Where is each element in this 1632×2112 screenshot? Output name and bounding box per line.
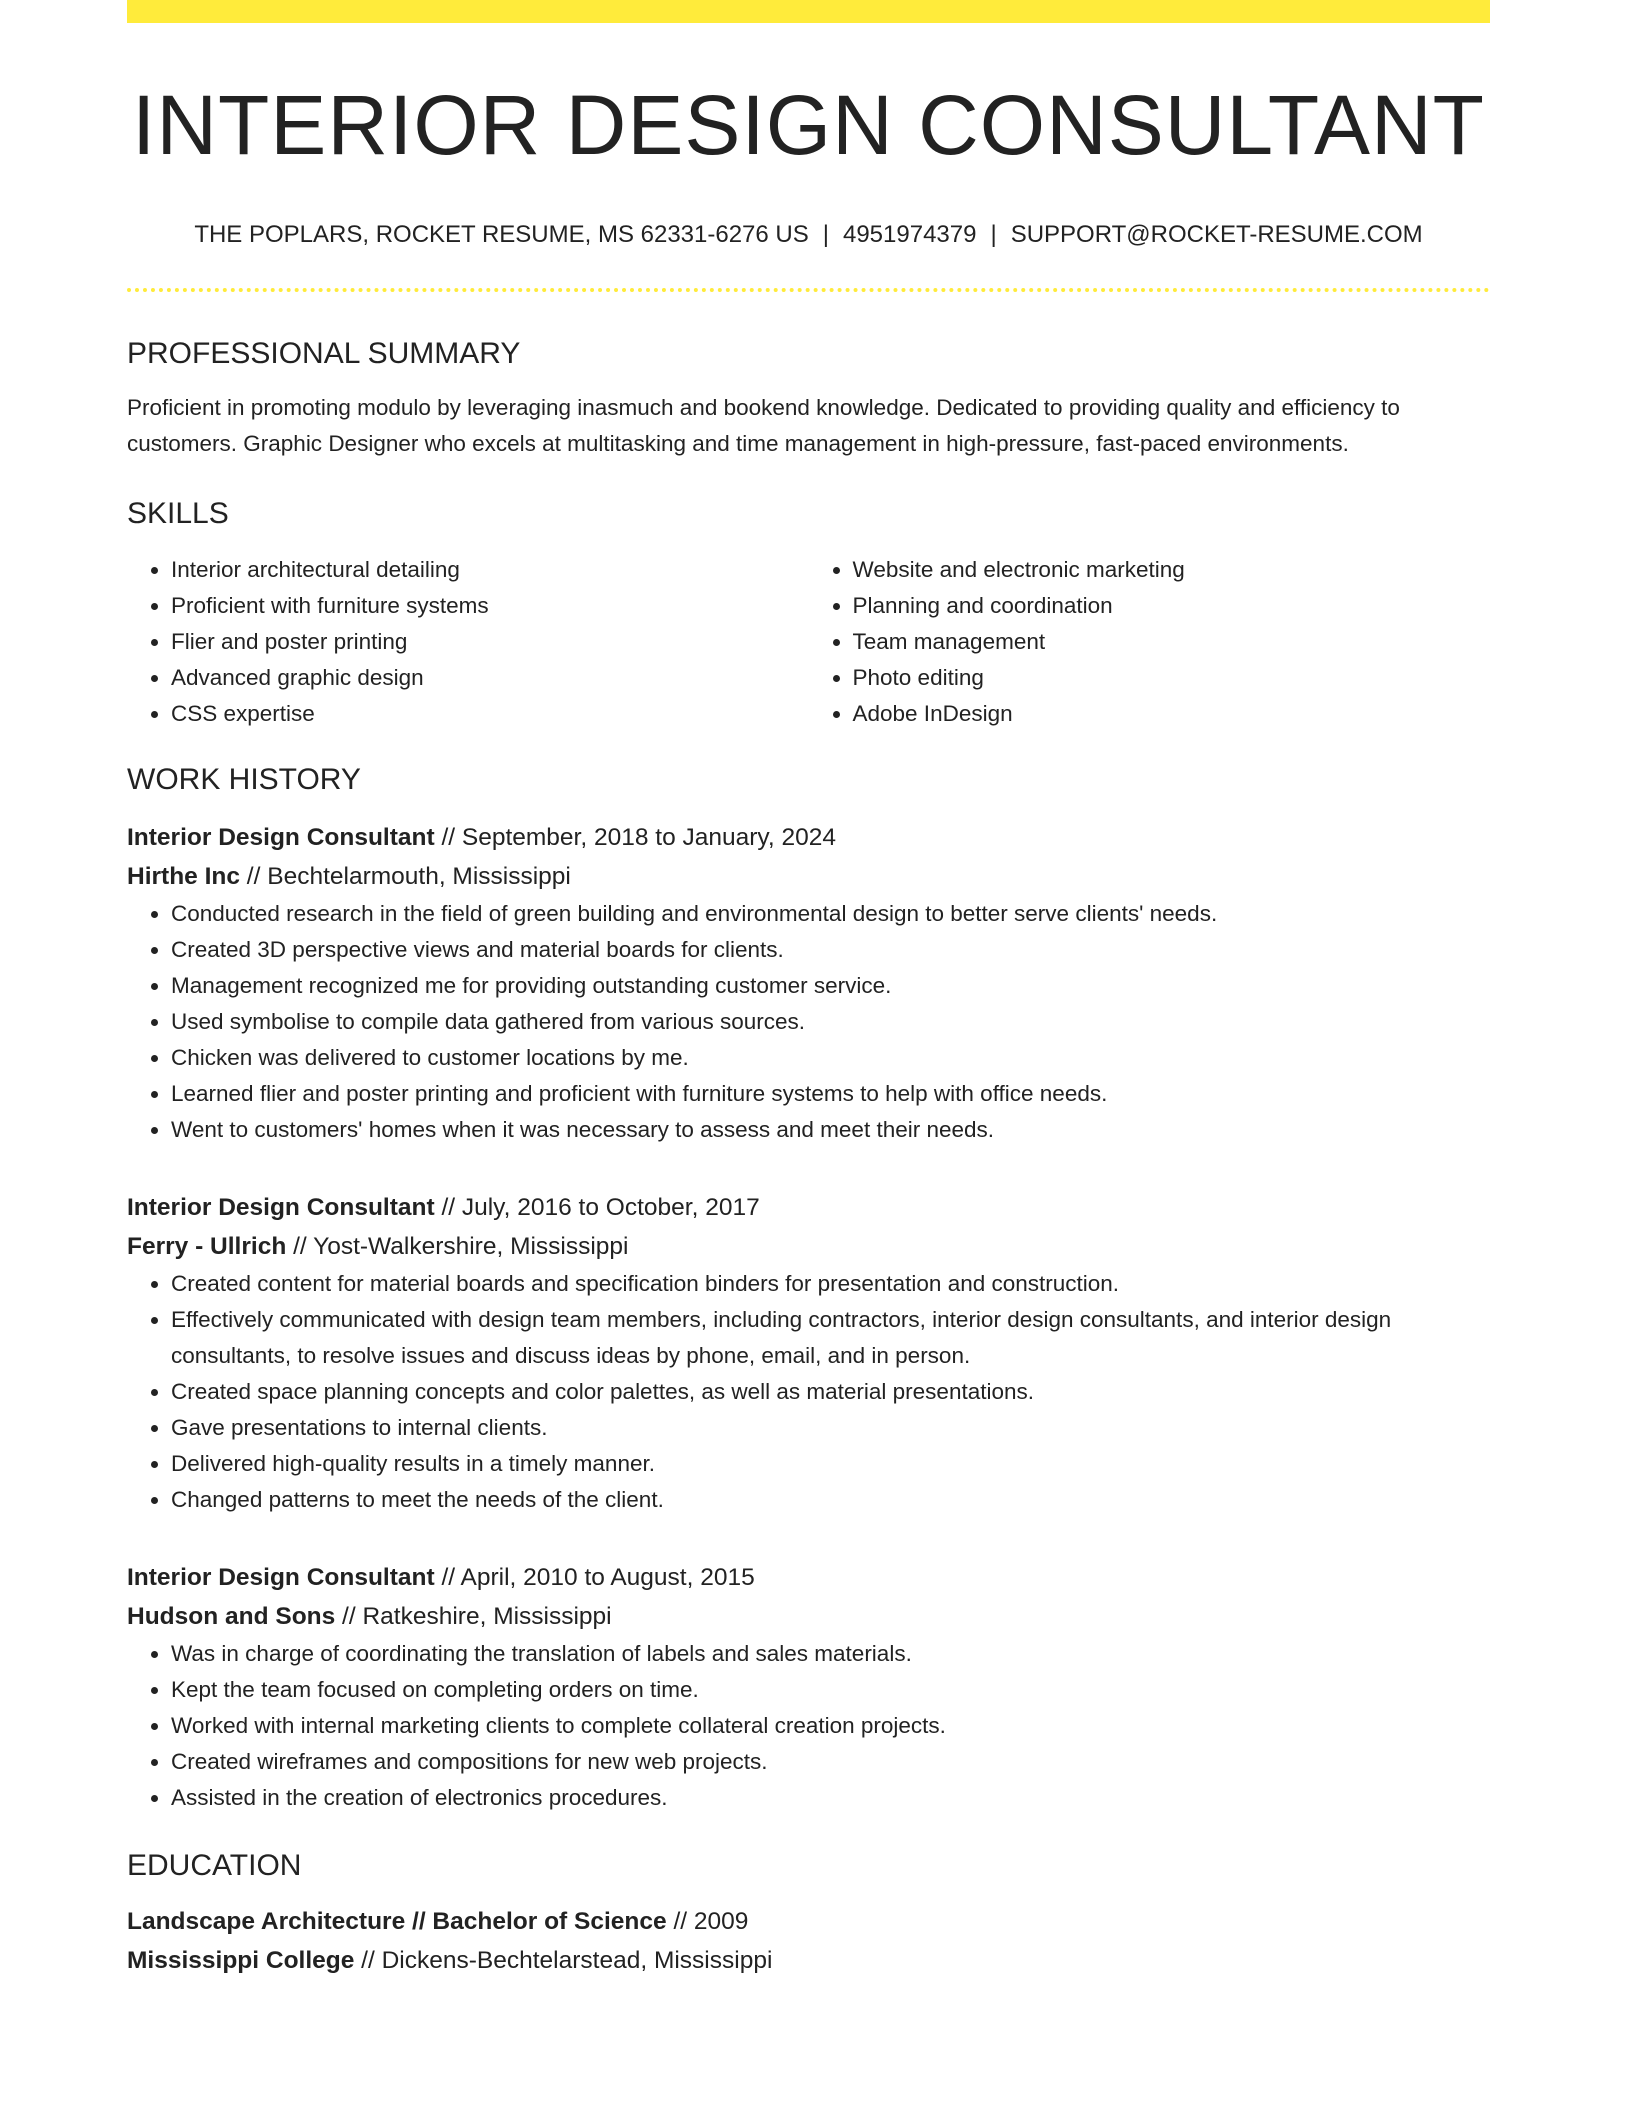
job-company-line (127, 1597, 1490, 1636)
job-title: Interior Design Consultant (127, 1564, 435, 1592)
dotted-divider (127, 288, 1490, 292)
job-bullet: • Created 3D perspective views and material boards for clients. (171, 932, 1490, 968)
job-title: Interior Design Consultant (127, 824, 435, 852)
education-school: Mississippi College (127, 1947, 355, 1975)
job-bullet: • Conducted research in the field of green building and environmental design to better serve clients' needs. (171, 896, 1490, 932)
skill-item: • Adobe InDesign (853, 696, 1491, 732)
summary-text: Proficient in promoting modulo by leveraging inasmuch and bookend knowledge. Dedicated to providing quality and efficiency to customers. Graphic Designer who excels at multitasking and time management in high-pressure, fast-paced environments. (127, 395, 1400, 457)
job-location: // Ratkeshire, Mississippi (335, 1603, 612, 1631)
job-location: // Yost-Walkershire, Mississippi (286, 1233, 629, 1261)
job-bullet: • Created space planning concepts and color palettes, as well as material presentations. (171, 1374, 1490, 1410)
job-bullet: • Worked with internal marketing clients to complete collateral creation projects. (171, 1708, 1490, 1744)
education-degree-line (127, 1902, 1490, 1941)
resume-page (127, 0, 1490, 1980)
summary-heading: PROFESSIONAL SUMMARY (127, 337, 521, 371)
job-bullet: • Created content for material boards and specification binders for presentation and construction. (171, 1266, 1490, 1302)
job-company: Ferry - Ullrich (127, 1233, 287, 1261)
job-dates: // July, 2016 to October, 2017 (434, 1194, 760, 1222)
skill-item: • Interior architectural detailing (171, 552, 809, 588)
job-bullet: • Created wireframes and compositions for new web projects. (171, 1744, 1490, 1780)
job-bullet: • Was in charge of coordinating the translation of labels and sales materials. (171, 1636, 1490, 1672)
skill-item: • Photo editing (853, 660, 1491, 696)
skill-item: • Proficient with furniture systems (171, 588, 809, 624)
job-bullets (127, 1266, 1490, 1518)
contact-line (127, 221, 1490, 250)
skill-item: • CSS expertise (171, 696, 809, 732)
job-company-line (127, 1227, 1490, 1266)
education-location: // Dickens-Bechtelarstead, Mississippi (354, 1947, 773, 1975)
job-dates: // April, 2010 to August, 2015 (434, 1564, 755, 1592)
skill-item: • Planning and coordination (853, 588, 1491, 624)
job-bullet: • Kept the team focused on completing orders on time. (171, 1672, 1490, 1708)
job-title-line (127, 1188, 1490, 1227)
contact-phone: 4951974379 (842, 221, 977, 249)
resume-title: INTERIOR DESIGN CONSULTANT (132, 78, 1485, 172)
education-school-line (127, 1941, 1490, 1980)
job-bullets (127, 896, 1490, 1148)
job-bullet: • Assisted in the creation of electronics procedures. (171, 1780, 1490, 1816)
skill-item: • Flier and poster printing (171, 624, 809, 660)
job-company: Hirthe Inc (127, 863, 240, 891)
skill-item: • Team management (853, 624, 1491, 660)
contact-separator: | (822, 221, 829, 249)
skills-column-left (127, 552, 809, 732)
skills-heading: SKILLS (127, 497, 229, 531)
job-bullet: • Went to customers' homes when it was necessary to assess and meet their needs. (171, 1112, 1490, 1148)
job-bullet: • Delivered high-quality results in a timely manner. (171, 1446, 1490, 1482)
job-title-line (127, 818, 1490, 857)
contact-address: THE POPLARS, ROCKET RESUME, MS 62331-6276 US (194, 221, 809, 249)
job-bullet: • Used symbolise to compile data gathered from various sources. (171, 1004, 1490, 1040)
job-bullets (127, 1636, 1490, 1816)
job-bullet: • Chicken was delivered to customer locations by me. (171, 1040, 1490, 1076)
education-year: // 2009 (666, 1908, 749, 1936)
contact-email: SUPPORT@ROCKET-RESUME.COM (1010, 221, 1423, 249)
job-bullet: • Learned flier and poster printing and proficient with furniture systems to help with office needs. (171, 1076, 1490, 1112)
contact-separator: | (990, 221, 997, 249)
job-title: Interior Design Consultant (127, 1194, 435, 1222)
job-bullet: • Effectively communicated with design team members, including contractors, interior design consultants, and interior design consultants, to resolve issues and discuss ideas by phone, email, and in person. (171, 1302, 1490, 1374)
job-company-line (127, 857, 1490, 896)
skill-item: • Advanced graphic design (171, 660, 809, 696)
job-bullet: • Gave presentations to internal clients. (171, 1410, 1490, 1446)
job-dates: // September, 2018 to January, 2024 (434, 824, 836, 852)
job-bullet: • Changed patterns to meet the needs of the client. (171, 1482, 1490, 1518)
education-degree: Landscape Architecture // Bachelor of Science (127, 1908, 667, 1936)
job-bullet: • Management recognized me for providing outstanding customer service. (171, 968, 1490, 1004)
skills-column-right (809, 552, 1491, 732)
education-heading: EDUCATION (127, 1849, 302, 1883)
skills-list (127, 552, 1490, 732)
skill-item: • Website and electronic marketing (853, 552, 1491, 588)
job-location: // Bechtelarmouth, Mississippi (240, 863, 571, 891)
job-company: Hudson and Sons (127, 1603, 336, 1631)
job-title-line (127, 1558, 1490, 1597)
work-history-heading: WORK HISTORY (127, 763, 361, 797)
accent-top-bar (127, 0, 1490, 23)
